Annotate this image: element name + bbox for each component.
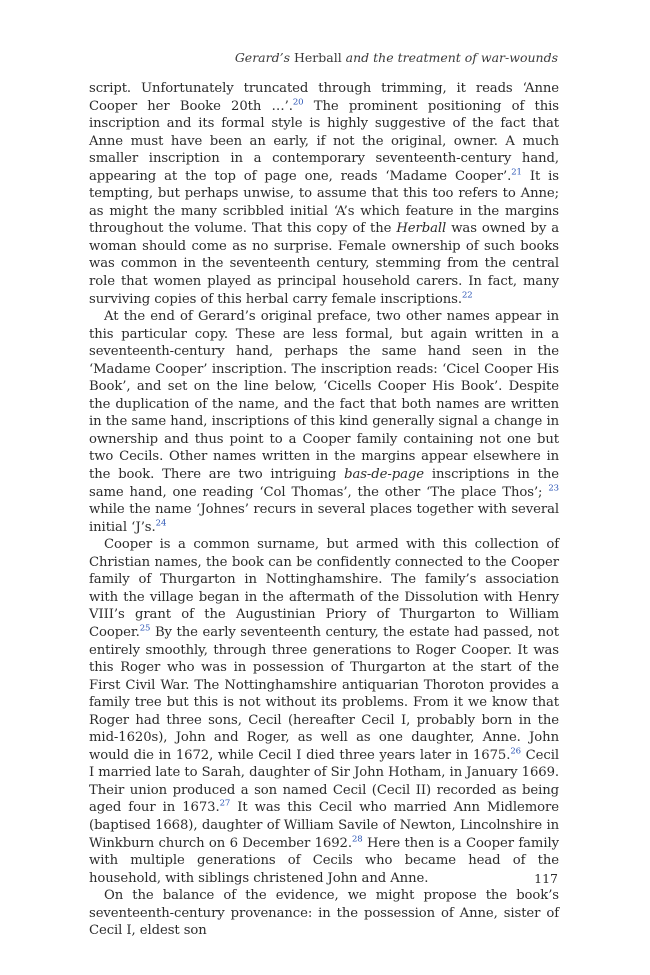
footnote-ref[interactable]: 25 (139, 623, 151, 634)
text-run: while the name ‘Johnes’ recurs in several places together with several initial ‘J’s. (89, 502, 559, 535)
footnote-ref[interactable]: 26 (510, 746, 521, 757)
text-run: script. Unfortunately truncated through trimming, it reads ‘Anne Cooper her Booke 20th …’. (89, 81, 559, 114)
text-run: Cooper is a common surname, but armed with this collection of Christian names, the book can be confidently connected to the Cooper family of Thurgarton in Nottinghamshire. The family’s association with the village began in the aftermath of the Dissolution with Henry VIII’s grant of the Augustinian Priory of Thurgarton to William Cooper. (89, 537, 559, 640)
text-run: It is tempting, but perhaps unwise, to assume that this too refers to Anne; as might the many scribbled initial ‘A’s which feature in the margins throughout the volume. That this copy of the (89, 168, 559, 237)
footnote-ref[interactable]: 27 (219, 799, 231, 810)
text-run: inscriptions in the same hand, one reading ‘Col Thomas’, the other ‘The place Thos’; (89, 467, 559, 500)
text-run: By the early seventeenth century, the estate had passed, not entirely smoothly, through three generations to Roger Cooper. It was this Roger who was in possession of Thurgarton at the start of the First Civil War. The Nottinghamshire antiquarian Thoroton provides a family tree but this is not without its problems. From it we know that Roger had three sons, Cecil (hereafter Cecil I, probably born in the mid-1620s), John and Roger, as well as one daughter, Anne. John would die in 1672, while Cecil I died three years later in 1675. (89, 624, 559, 763)
text-run: was owned by a woman should come as no surprise. Female ownership of such books was common in the seventeenth century, stemming from the central role that women played as principal household carers. In fact, many surviving copies of this herbal carry female inscriptions. (89, 221, 559, 307)
running-head-book-title: Herball (293, 50, 342, 65)
paragraph (89, 536, 559, 887)
footnote-ref[interactable]: 22 (461, 290, 473, 301)
footnote-ref[interactable]: 20 (292, 97, 304, 108)
text-run: Here then is a Cooper family with multiple generations of Cecils who became head of the household, with siblings christened John and Anne. (89, 835, 560, 886)
footnote-ref[interactable]: 23 (548, 483, 559, 494)
paragraph (89, 887, 559, 940)
paragraph (89, 308, 559, 536)
body-text (89, 80, 559, 940)
paragraph (89, 80, 559, 308)
running-head-post: and the treatment of war-wounds (341, 50, 558, 65)
footnote-ref[interactable]: 24 (155, 518, 167, 529)
page-number: 117 (534, 871, 558, 886)
italic-text: bas-de-page (344, 467, 424, 483)
text-run: The prominent positioning of this inscription and its formal style is highly suggestive of the fact that Anne must have been an early, if not the original, owner. A much smaller inscription in a contemporary seventeenth-century hand, appearing at the top of page one, reads ‘Madame Cooper’. (89, 98, 559, 184)
running-head (235, 50, 558, 65)
text-run: Cecil I married late to Sarah, daughter of Sir John Hotham, in January 1669. Their union produced a son named Cecil (Cecil II) recorded as being aged four in 1673. (89, 747, 559, 816)
text-run: On the balance of the evidence, we might propose the book’s seventeenth-century provenance: in the possession of Anne, sister of Cecil I, eldest son (89, 888, 559, 939)
running-head-pre: Gerard’s (234, 50, 294, 65)
footnote-ref[interactable]: 28 (351, 834, 363, 845)
italic-text: Herball (396, 221, 447, 237)
footnote-ref[interactable]: 21 (511, 167, 522, 178)
text-run: At the end of Gerard’s original preface, two other names appear in this particular copy. These are less formal, but again written in a seventeenth-century hand, perhaps the same hand seen in the ‘Madame Cooper’ inscription. The inscription reads: ‘Cicel Cooper His Book’, and set on the line below, ‘Cicells Cooper His Book’. Despite the duplication of the name, and the fact that both names are written in the same hand, inscriptions of this kind generally signal a change in ownership and thus point to a Cooper family containing not one but two Cecils. Other names written in the margins appear elsewhere in the book. There are two intriguing (89, 309, 559, 483)
text-run: It was this Cecil who married Ann Midlemore (baptised 1668), daughter of William Savile of Newton, Lincolnshire in Winkburn church on 6 December 1692. (89, 800, 559, 851)
